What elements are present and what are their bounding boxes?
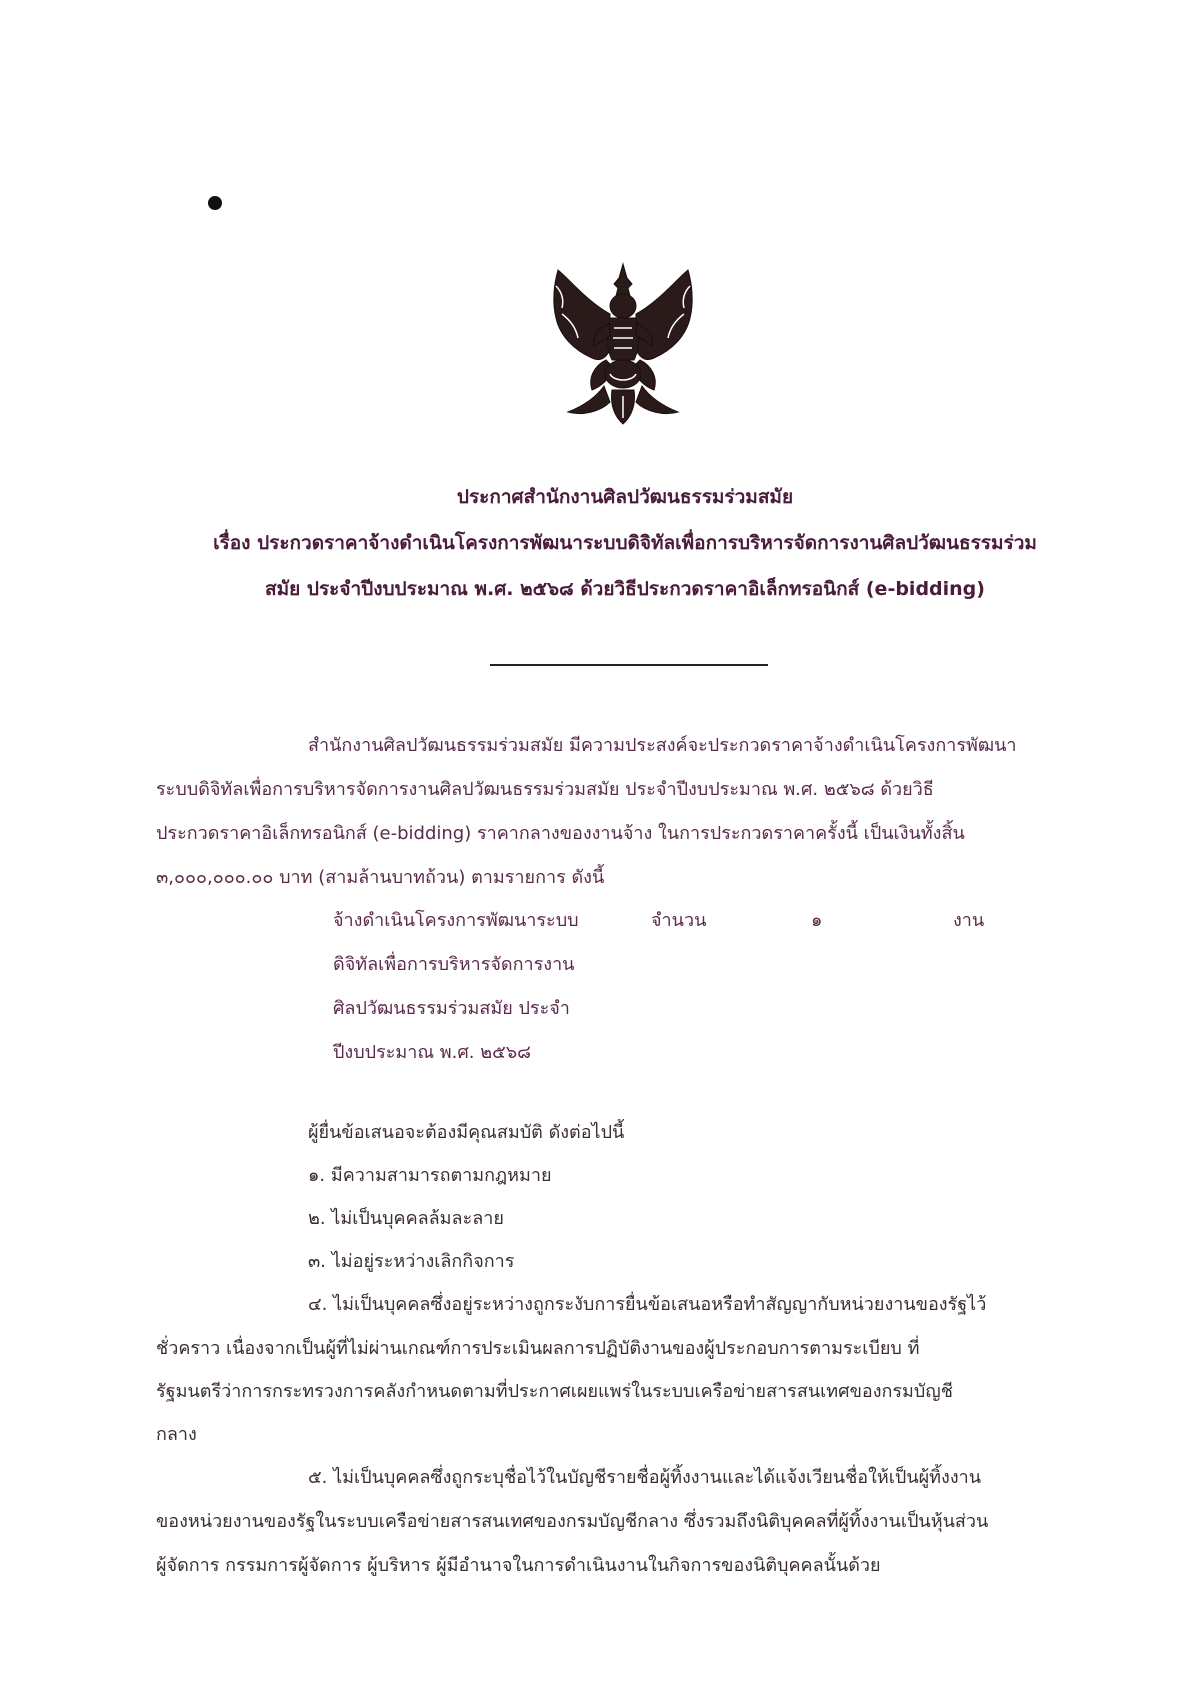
intro-line-3: ประกวดราคาอิเล็กทรอนิกส์ (e-bidding) ราคากลางของงานจ้าง ในการประกวดราคาครั้งนี้ เป็นเงินทั้งสิ้น <box>156 823 965 844</box>
garuda-emblem-icon <box>548 262 698 427</box>
item-quantity-label: จำนวน <box>651 910 707 931</box>
qualification-2: ๒. ไม่เป็นบุคคลล้มละลาย <box>308 1208 504 1229</box>
item-name-line-2: ดิจิทัลเพื่อการบริหารจัดการงาน <box>333 954 575 975</box>
item-name-line-4: ปีงบประมาณ พ.ศ. ๒๕๖๘ <box>333 1042 532 1063</box>
subject-line-1: เรื่อง ประกวดราคาจ้างดำเนินโครงการพัฒนาระบบดิจิทัลเพื่อการบริหารจัดการงานศิลปวัฒนธรรมร่วม <box>213 532 1037 554</box>
qualification-4-line-2: ชั่วคราว เนื่องจากเป็นผู้ที่ไม่ผ่านเกณฑ์การประเมินผลการปฏิบัติงานของผู้ประกอบการตามระเบียบ ที่ <box>156 1338 920 1359</box>
intro-line-1: สำนักงานศิลปวัฒนธรรมร่วมสมัย มีความประสงค์จะประกวดราคาจ้างดำเนินโครงการพัฒนา <box>308 735 1017 756</box>
intro-line-2: ระบบดิจิทัลเพื่อการบริหารจัดการงานศิลปวัฒนธรรมร่วมสมัย ประจำปีงบประมาณ พ.ศ. ๒๕๖๘ ด้วยวิธี <box>156 779 934 800</box>
announcement-title: ประกาศสำนักงานศิลปวัฒนธรรมร่วมสมัย <box>456 486 794 508</box>
item-name-line-1: จ้างดำเนินโครงการพัฒนาระบบ <box>333 910 579 931</box>
intro-line-4: ๓,๐๐๐,๐๐๐.๐๐ บาท (สามล้านบาทถ้วน) ตามรายการ ดังนี้ <box>156 867 605 888</box>
qualification-4-line-1: ๔. ไม่เป็นบุคคลซึ่งอยู่ระหว่างถูกระงับการยื่นข้อเสนอหรือทำสัญญากับหน่วยงานของรัฐไว้ <box>308 1294 987 1315</box>
item-quantity: ๑ <box>811 910 823 931</box>
item-unit: งาน <box>953 910 985 931</box>
qualifications-heading: ผู้ยื่นข้อเสนอจะต้องมีคุณสมบัติ ดังต่อไปนี้ <box>308 1122 625 1143</box>
item-name-line-3: ศิลปวัฒนธรรมร่วมสมัย ประจำ <box>333 998 570 1019</box>
announcement-header <box>150 474 1100 612</box>
qualification-4-line-4: กลาง <box>156 1424 197 1445</box>
header-divider <box>490 664 768 666</box>
margin-dot <box>208 196 222 210</box>
qualification-5-line-3: ผู้จัดการ กรรมการผู้จัดการ ผู้บริหาร ผู้มีอำนาจในการดำเนินงานในกิจการของนิติบุคคลนั้นด้วย <box>156 1555 881 1576</box>
qualification-4-line-3: รัฐมนตรีว่าการกระทรวงการคลังกำหนดตามที่ประกาศเผยแพร่ในระบบเครือข่ายสารสนเทศของกรมบัญชี <box>156 1381 953 1402</box>
qualification-3: ๓. ไม่อยู่ระหว่างเลิกกิจการ <box>308 1251 515 1272</box>
qualification-1: ๑. มีความสามารถตามกฎหมาย <box>308 1165 552 1186</box>
subject-line-2: สมัย ประจำปีงบประมาณ พ.ศ. ๒๕๖๘ ด้วยวิธีประกวดราคาอิเล็กทรอนิกส์ (e-bidding) <box>265 578 985 600</box>
qualification-5-line-1: ๕. ไม่เป็นบุคคลซึ่งถูกระบุชื่อไว้ในบัญชีรายชื่อผู้ทิ้งงานและได้แจ้งเวียนชื่อให้เป็นผู้ทิ้งงาน <box>308 1467 982 1488</box>
qualification-5-line-2: ของหน่วยงานของรัฐในระบบเครือข่ายสารสนเทศของกรมบัญชีกลาง ซึ่งรวมถึงนิติบุคคลที่ผู้ทิ้งงานเป็นหุ้นส่วน <box>156 1511 989 1532</box>
